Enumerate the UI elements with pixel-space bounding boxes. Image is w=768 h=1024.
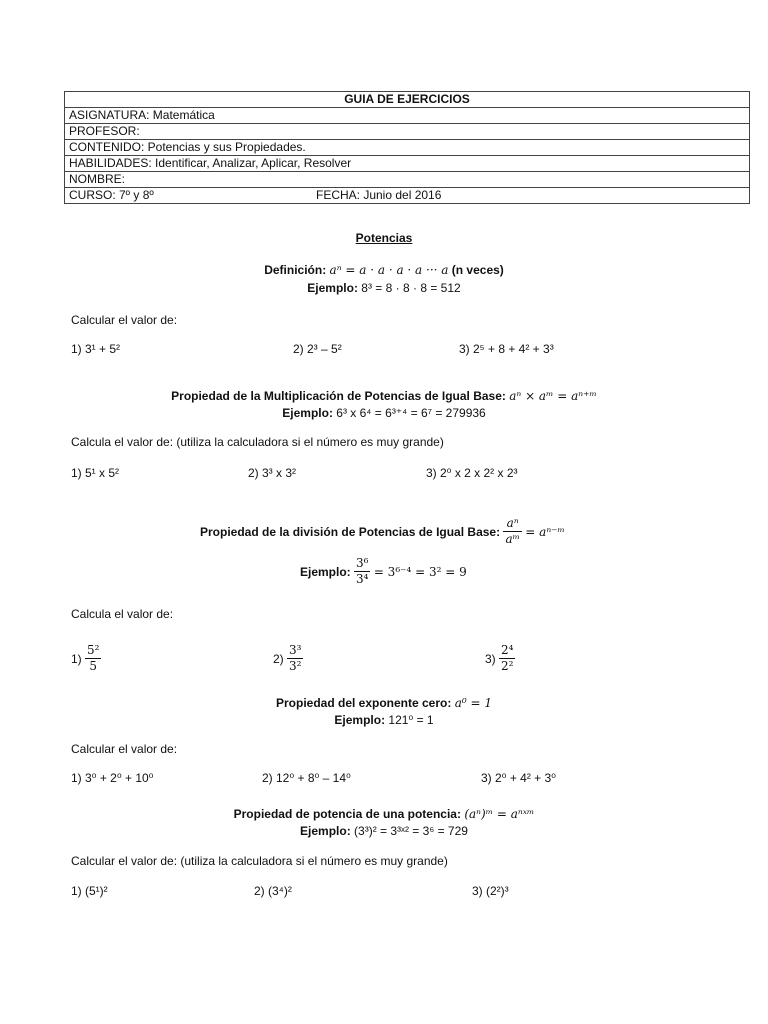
instruction-text: Calcula el valor de: (71, 607, 174, 621)
worksheet-title: GUIA DE EJERCICIOS (65, 92, 750, 108)
exercise-item (485, 640, 515, 677)
instruction-text: Calcula el valor de: (utiliza la calculadora si el número es muy grande) (71, 435, 444, 449)
example-label: Ejemplo: (300, 564, 351, 579)
division-example-rhs: = 3⁶⁻⁴ = 3² = 9 (373, 564, 467, 579)
exercise-item: 1) (5¹)² (71, 884, 108, 898)
exercise-item (273, 640, 303, 677)
fraction-numerator: 3⁶ (356, 556, 369, 571)
division-formula-rhs: = aⁿ⁻ᵐ (525, 524, 565, 539)
property-label: Propiedad de la Multiplicación de Potencias de Igual Base: (171, 389, 506, 403)
exercise-fraction (287, 643, 303, 674)
example-label: Ejemplo: (300, 824, 351, 838)
exercise-item: 2) 12⁰ + 8⁰ – 14⁰ (262, 771, 351, 785)
exercise-item: 3) 2⁰ x 2 x 2² x 2³ (426, 466, 518, 480)
exercise-item: 1) 3⁰ + 2⁰ + 10⁰ (71, 771, 154, 785)
exercise-fraction (85, 643, 101, 674)
property-label: Propiedad de la división de Potencias de Igual Base: (200, 524, 501, 539)
zero-exponent-example: 121⁰ = 1 (388, 713, 434, 727)
definition-suffix: (n veces) (451, 263, 504, 277)
fraction-numerator: aⁿ (503, 516, 522, 532)
property-label: Propiedad de potencia de una potencia: (233, 807, 461, 821)
instruction-text: Calcular el valor de: (71, 742, 178, 756)
power-of-power-example-line (0, 823, 768, 839)
date-field: FECHA: Junio del 2016 (316, 188, 442, 202)
exercise-fraction (499, 643, 515, 674)
exercise-item: 3) 2⁰ + 4² + 3⁰ (481, 771, 556, 785)
fraction-numerator: 3³ (289, 643, 302, 658)
zero-exponent-property-line (0, 695, 768, 711)
definition-example-line (0, 280, 768, 296)
exercise-number: 1) (71, 651, 82, 666)
fraction-denominator: 2² (501, 659, 514, 674)
exercise-item: 1) 3¹ + 5² (71, 342, 121, 356)
fraction-denominator: 5 (89, 659, 98, 674)
definition-formula: aⁿ = a · a · a · a ··· a (329, 263, 449, 277)
example-label: Ejemplo: (334, 713, 386, 727)
content-field: CONTENIDO: Potencias y sus Propiedades. (65, 140, 750, 156)
multiplication-example: 6³ x 6⁴ = 6³⁺⁴ = 6⁷ = 279936 (336, 406, 486, 420)
exercise-item: 2) (3⁴)² (254, 884, 292, 898)
fraction-denominator: aᵐ (505, 532, 520, 547)
instruction-text: Calcular el valor de: (utiliza la calculadora si el número es muy grande) (71, 854, 448, 868)
fraction-denominator: 3² (289, 659, 302, 674)
course-date-row (65, 188, 750, 204)
exercise-item: 3) (2²)³ (472, 884, 509, 898)
property-formula: aⁿ × aᵐ = aⁿ⁺ᵐ (509, 389, 597, 403)
division-formula-fraction (503, 516, 522, 547)
property-label: Propiedad del exponente cero: (275, 696, 452, 710)
example-label: Ejemplo: (282, 406, 333, 420)
exercise-item: 3) 2⁵ + 8 + 4² + 3³ (459, 342, 554, 356)
property-formula: a⁰ = 1 (454, 696, 492, 710)
definition-label: Definición: (264, 263, 327, 277)
exercise-number: 3) (485, 651, 496, 666)
header-table (64, 91, 750, 204)
division-example-line (300, 552, 467, 591)
section-title-potencias: Potencias (355, 231, 413, 245)
property-formula: (aⁿ)ᵐ = aⁿˣᵐ (464, 807, 535, 821)
exercise-item: 1) 5¹ x 5² (71, 466, 120, 480)
power-of-power-property-line (0, 806, 768, 822)
skills-field: HABILIDADES: Identificar, Analizar, Aplicar, Resolver (65, 156, 750, 172)
exercise-item: 2) 3³ x 3² (248, 466, 297, 480)
zero-exponent-example-line (0, 712, 768, 728)
subject-field: ASIGNATURA: Matemática (65, 108, 750, 124)
fraction-numerator: 2⁴ (501, 643, 514, 658)
name-field: NOMBRE: (65, 172, 750, 188)
course-field: CURSO: 7º y 8º (69, 188, 154, 202)
example-label: Ejemplo: (307, 281, 358, 295)
definition-line (0, 262, 768, 278)
exercise-number: 2) (273, 651, 284, 666)
exercise-item: 2) 2³ – 5² (293, 342, 342, 356)
fraction-numerator: 5² (87, 643, 100, 658)
teacher-field: PROFESOR: (65, 124, 750, 140)
division-property-line (200, 512, 565, 551)
instruction-text: Calcular el valor de: (71, 313, 178, 327)
multiplication-example-line (0, 405, 768, 421)
power-of-power-example: (3³)² = 3³ˣ² = 3⁶ = 729 (354, 824, 468, 838)
definition-example: 8³ = 8 · 8 · 8 = 512 (361, 281, 461, 295)
exercise-item (71, 640, 101, 677)
example-fraction (354, 556, 370, 587)
fraction-denominator: 3⁴ (356, 572, 369, 587)
multiplication-property-line (0, 388, 768, 404)
